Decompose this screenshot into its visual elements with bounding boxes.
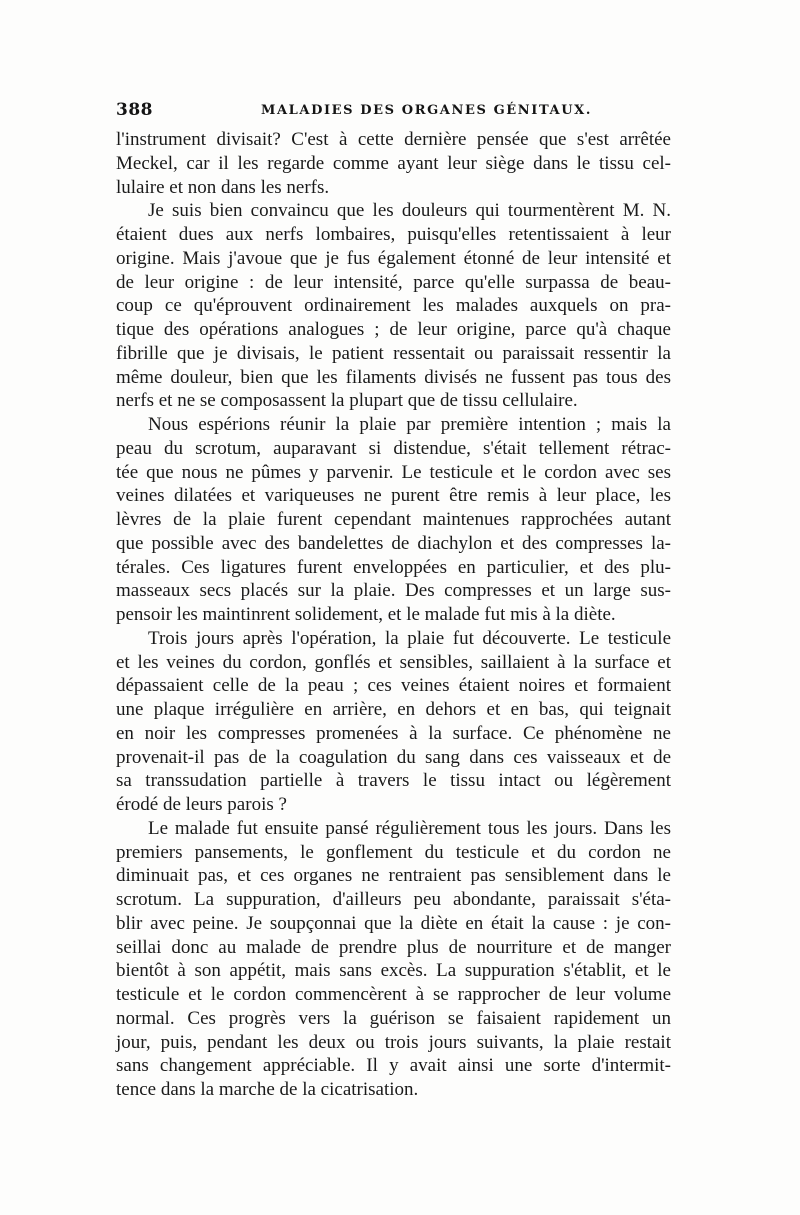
text-line: blir avec peine. Je soupçonnai que la diète en était la cause : je con- [116,912,671,934]
text-line: diminuait pas, et ces organes ne rentraient pas sensiblement dans le [116,865,671,887]
text-line: érodé de leurs parois ? [116,794,287,815]
text-line: bientôt à son appétit, mais sans excès. La suppuration s'établit, et le [116,960,671,982]
page-header [116,100,671,124]
page-number: 388 [116,100,153,120]
text-line: pensoir les maintinrent solidement, et le malade fut mis à la diète. [116,604,616,625]
running-title: MALADIES DES ORGANES GÉNITAUX. [261,103,592,118]
text-line: scrotum. La suppuration, d'ailleurs peu abondante, paraissait s'éta- [116,889,671,910]
text-line: sa transsudation partielle à travers le tissu intact ou légèrement [116,770,671,792]
text-line: origine. Mais j'avoue que je fus également étonné de leur intensité et [116,247,671,269]
text-line: Trois jours après l'opération, la plaie fut découverte. Le testicule [148,627,671,649]
text-line: lulaire et non dans les nerfs. [116,176,330,198]
text-line: provenait-il pas de la coagulation du sang dans ces vaisseaux et de [116,746,671,768]
text-line: lèvres de la plaie furent cependant maintenues rapprochées autant [116,509,671,530]
body-text [116,128,671,1102]
text-line: testicule et le cordon commencèrent à se rapprocher de leur volume [116,984,671,1005]
text-line: et les veines du cordon, gonflés et sensibles, saillaient à la surface et [116,651,671,673]
text-line: une plaque irrégulière en arrière, en dehors et en bas, qui teignait [116,699,671,720]
text-line: Nous espérions réunir la plaie par première intention ; mais la [148,414,671,435]
text-line: masseaux secs placés sur la plaie. Des compresses et un large sus- [116,580,671,602]
text-line: coup ce qu'éprouvent ordinairement les malades auxquels on pra- [116,295,671,317]
text-line: Le malade fut ensuite pansé régulièrement tous les jours. Dans les [148,817,671,839]
text-line: peau du scrotum, auparavant si distendue, s'était tellement rétrac- [116,437,671,459]
text-line: tence dans la marche de la cicatrisation. [116,1079,419,1100]
text-line: sans changement appréciable. Il y avait ainsi une sorte d'intermit- [116,1055,671,1077]
text-line: nerfs et ne se composassent la plupart que de tissu cellulaire. [116,390,578,412]
text-line: que possible avec des bandelettes de diachylon et des compresses la- [116,532,671,554]
text-line: tique des opérations analogues ; de leur origine, parce qu'à chaque [116,319,671,340]
text-line: Je suis bien convaincu que les douleurs qui tourmentèrent M. N. [148,200,671,222]
text-line: étaient dues aux nerfs lombaires, puisqu'elles retentissaient à leur [116,224,671,245]
text-line: premiers pansements, le gonflement du testicule et du cordon ne [116,841,671,863]
text-line: veines dilatées et variqueuses ne purent être remis à leur place, les [116,485,671,507]
text-line: l'instrument divisait? C'est à cette dernière pensée que s'est arrêtée [116,129,671,150]
text-line: normal. Ces progrès vers la guérison se faisaient rapidement un [116,1007,671,1029]
text-line: seillai donc au malade de prendre plus de nourriture et de manger [116,936,671,958]
text-line: de leur origine : de leur intensité, parce qu'elle surpassa de beau- [116,271,671,293]
text-line: jour, puis, pendant les deux ou trois jours suivants, la plaie restait [116,1031,671,1053]
text-line: même douleur, bien que les filaments divisés ne fussent pas tous des [116,366,671,388]
text-line: térales. Ces ligatures furent enveloppées en particulier, et des plu- [116,556,671,578]
text-line: fibrille que je divisais, le patient ressentait ou paraissait ressentir la [116,342,671,364]
text-line: tée que nous ne pûmes y parvenir. Le testicule et le cordon avec ses [116,461,671,483]
text-line: Meckel, car il les regarde comme ayant leur siège dans le tissu cel- [116,152,671,174]
text-line: en noir les compresses promenées à la surface. Ce phénomène ne [116,722,671,744]
text-line: dépassaient celle de la peau ; ces veines étaient noires et formaient [116,675,671,697]
